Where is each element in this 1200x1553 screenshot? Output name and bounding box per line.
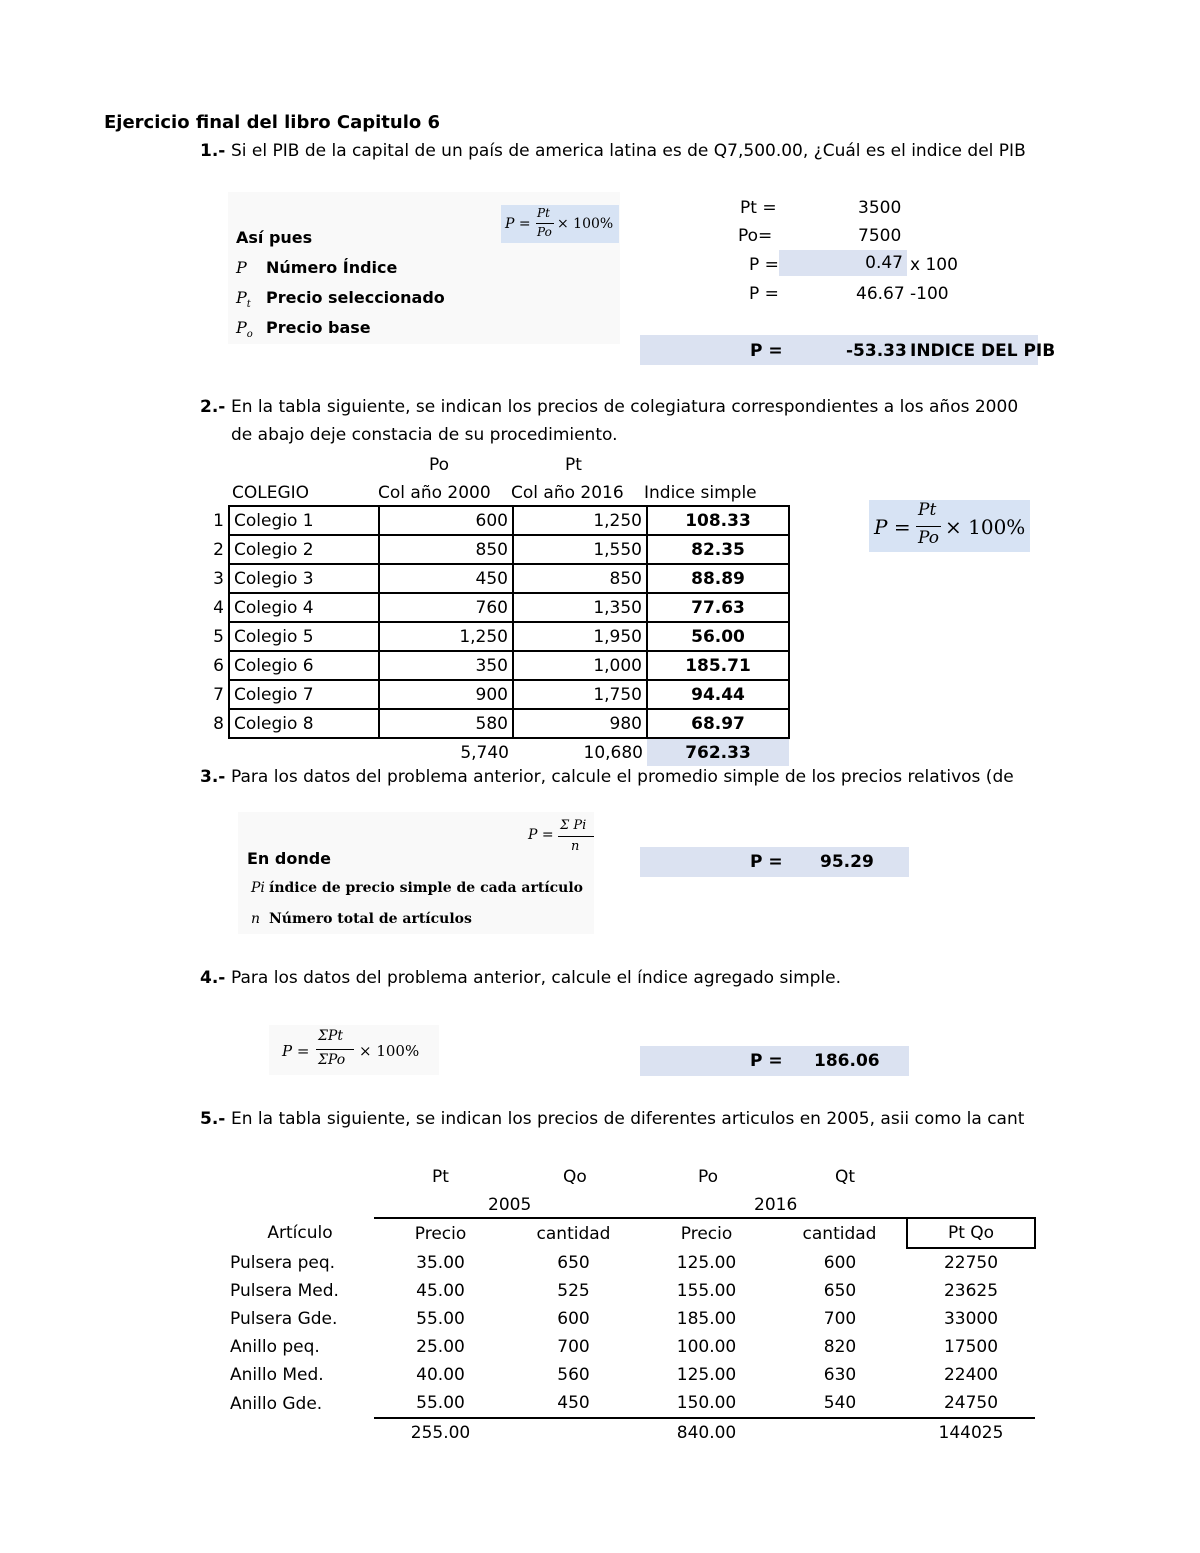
q5-table-row <box>226 1389 1035 1418</box>
q2-number: 2.- <box>200 397 226 417</box>
q5-qt-value: 650 <box>823 1281 857 1301</box>
q5-articulo-name: Pulsera peq. <box>230 1252 336 1273</box>
q2-po-value: 900 <box>379 680 513 709</box>
q2-colegio-name: Colegio 8 <box>229 709 379 738</box>
q3-formula-bar <box>558 836 594 837</box>
q2-pt-value: 1,550 <box>513 535 647 564</box>
q5-top-po: Po <box>698 1167 719 1187</box>
q5-ptqo-value: 24750 <box>943 1393 999 1413</box>
q2-top-po: Po <box>429 455 450 475</box>
q5-table-row <box>226 1361 1035 1389</box>
q2-po-value: 850 <box>379 535 513 564</box>
q5-year-2005: 2005 <box>488 1195 532 1215</box>
q2-total-po: 5,740 <box>379 738 513 766</box>
q4-number: 4.- <box>200 968 226 988</box>
q1-result-box <box>640 335 1056 365</box>
q2-total-pt: 10,680 <box>513 738 647 766</box>
q2-index-value: 82.35 <box>647 535 789 564</box>
q5-pt-value: 25.00 <box>416 1337 465 1357</box>
q3-text: Para los datos del problema anterior, calcule el promedio simple de los precios relativos (de <box>231 767 1014 787</box>
q5-articulo-name: Anillo peq. <box>230 1337 320 1357</box>
q2-table-row <box>206 535 789 564</box>
q2-formula: P = Pt Po × 100% <box>869 500 1030 552</box>
q3-legend-row: Pi índice de precio simple de cada artículo <box>251 880 584 896</box>
q2-index-value: 185.71 <box>647 651 789 680</box>
q5-header-precio-2016: Precio <box>640 1218 773 1248</box>
q5-qt-value: 540 <box>823 1393 857 1413</box>
q5-total-ptqo: 144025 <box>907 1418 1035 1447</box>
q1-pt-label: Pt = <box>740 198 777 218</box>
q2-index-value: 77.63 <box>647 593 789 622</box>
q5-ptqo-value: 23625 <box>943 1281 999 1301</box>
q5-po-value: 185.00 <box>676 1309 737 1329</box>
q2-index-value: 94.44 <box>647 680 789 709</box>
q1-result-text: INDICE DEL PIB <box>910 341 1056 361</box>
q4-result-label: P = <box>750 1051 783 1071</box>
q5-qt-value: 630 <box>823 1365 857 1385</box>
q5-header-precio-2005: Precio <box>374 1218 507 1248</box>
q2-table-row <box>206 709 789 738</box>
q5-ptqo-value: 22400 <box>943 1365 999 1385</box>
q2-table-row <box>206 593 789 622</box>
q2-pt-value: 1,950 <box>513 622 647 651</box>
q5-po-value: 125.00 <box>676 1252 737 1273</box>
q4-formula: P = ΣPt ΣPo × 100% <box>269 1025 439 1075</box>
q1-pt-value: 3500 <box>858 198 902 218</box>
q2-table-row <box>206 564 789 593</box>
q2-total-index: 762.33 <box>647 738 789 766</box>
q1-result-value: -53.33 <box>846 341 907 361</box>
q1-result-label: P = <box>750 341 783 361</box>
q2-header-index: Indice simple <box>644 483 757 503</box>
q1-p1-op: x 100 <box>910 255 958 275</box>
q2-po-value: 600 <box>379 506 513 535</box>
q1-p2-op: -100 <box>910 284 949 304</box>
q1-po-value: 7500 <box>858 226 902 246</box>
q5-ptqo-value: 33000 <box>943 1309 999 1329</box>
q2-po-value: 580 <box>379 709 513 738</box>
q5-table-row <box>226 1333 1035 1361</box>
q1-legend-row: $P_t$ Precio seleccionado <box>236 288 445 311</box>
q5-top-qt: Qt <box>835 1167 856 1187</box>
q1-formula: P = Pt Po × 100% <box>501 205 619 243</box>
q2-row-number: 5 <box>213 626 224 647</box>
q5-pt-value: 45.00 <box>416 1281 465 1301</box>
q5-top-qo: Qo <box>563 1167 587 1187</box>
q5-number: 5.- <box>200 1109 226 1129</box>
q2-row-number: 2 <box>213 539 224 560</box>
page-title: Ejercicio final del libro Capitulo 6 <box>104 112 441 133</box>
q1-number: 1.- <box>200 141 226 161</box>
q1-p2-label: P = <box>749 284 779 304</box>
q2-table-row <box>206 506 789 535</box>
q5-table-row <box>226 1248 1035 1277</box>
q2-table-row <box>206 622 789 651</box>
q5-ptqo-value: 17500 <box>943 1337 999 1357</box>
q5-ptqo-value: 22750 <box>943 1253 999 1273</box>
q3-result-value: 95.29 <box>820 852 874 872</box>
q2-colegio-name: Colegio 4 <box>229 593 379 622</box>
q5-po-value: 155.00 <box>676 1281 737 1301</box>
q5-qo-value: 650 <box>557 1252 590 1273</box>
q5-table-row <box>226 1277 1035 1305</box>
q2-pt-value: 980 <box>513 709 647 738</box>
q2-po-value: 450 <box>379 564 513 593</box>
q5-pt-value: 35.00 <box>416 1252 465 1273</box>
q2-pt-value: 1,350 <box>513 593 647 622</box>
q2-pt-value: 1,750 <box>513 680 647 709</box>
q5-total-pt: 255.00 <box>374 1418 507 1447</box>
q5-totals-row <box>226 1418 1035 1447</box>
q2-row-number: 6 <box>213 655 224 676</box>
q5-articulo-name: Pulsera Gde. <box>230 1309 338 1329</box>
q2-row-number: 7 <box>213 684 224 705</box>
q5-table-row <box>226 1305 1035 1333</box>
q2-pt-value: 1,000 <box>513 651 647 680</box>
q4-text: Para los datos del problema anterior, calcule el índice agregado simple. <box>231 968 842 988</box>
q1-p1-label: P = <box>749 255 779 275</box>
q3-number: 3.- <box>200 767 226 787</box>
q2-po-value: 760 <box>379 593 513 622</box>
q2-header-pt: Col año 2016 <box>511 483 624 503</box>
q2-table-row <box>206 680 789 709</box>
q2-colegio-name: Colegio 3 <box>229 564 379 593</box>
q2-top-pt: Pt <box>565 455 582 475</box>
q5-top-pt: Pt <box>432 1167 449 1187</box>
q2-colegio-name: Colegio 5 <box>229 622 379 651</box>
q2-pt-value: 850 <box>513 564 647 593</box>
q5-header-articulo: Artículo <box>267 1223 333 1243</box>
q2-index-value: 108.33 <box>647 506 789 535</box>
q3-formula-lhs: P = <box>528 827 554 843</box>
q4-result-value: 186.06 <box>814 1051 880 1071</box>
q2-table-row <box>206 651 789 680</box>
q2-totals-row <box>206 738 789 766</box>
q1-legend-row: $P_o$ Precio base <box>236 318 371 341</box>
q5-qo-value: 525 <box>557 1281 590 1301</box>
q2-row-number: 4 <box>213 597 224 618</box>
q2-row-number: 3 <box>213 568 224 589</box>
q5-year-2016: 2016 <box>754 1195 798 1215</box>
q5-header-row <box>226 1218 1035 1248</box>
q2-header-po: Col año 2000 <box>378 483 491 503</box>
q3-formula-den: n <box>571 839 580 854</box>
q5-header-cantidad-2005: cantidad <box>507 1218 640 1248</box>
q2-colegio-name: Colegio 2 <box>229 535 379 564</box>
q5-table <box>226 1217 1036 1447</box>
q2-po-value: 350 <box>379 651 513 680</box>
q5-po-value: 125.00 <box>676 1365 737 1385</box>
q5-articulo-name: Pulsera Med. <box>230 1281 339 1301</box>
q5-header-cantidad-2016: cantidad <box>773 1218 907 1248</box>
q2-colegio-name: Colegio 1 <box>229 506 379 535</box>
q1-text: Si el PIB de la capital de un país de america latina es de Q7,500.00, ¿Cuál es el indice del PIB <box>231 141 1026 161</box>
q5-total-po: 840.00 <box>640 1418 773 1447</box>
q5-text: En la tabla siguiente, se indican los precios de diferentes articulos en 2005, asii como la cant <box>231 1109 1025 1129</box>
q5-pt-value: 55.00 <box>416 1309 465 1329</box>
q3-legend-heading: En donde <box>247 849 332 868</box>
q2-colegio-name: Colegio 6 <box>229 651 379 680</box>
q5-qt-value: 600 <box>823 1252 857 1273</box>
q4-result-box <box>640 1046 909 1076</box>
q2-header-colegio: COLEGIO <box>232 483 310 503</box>
q2-index-value: 56.00 <box>647 622 789 651</box>
q2-table <box>206 505 790 766</box>
q3-formula-num: Σ Pi <box>560 818 587 833</box>
q5-qo-value: 450 <box>557 1393 590 1413</box>
q3-legend-row: n Número total de artículos <box>251 911 472 927</box>
q5-po-value: 100.00 <box>676 1337 737 1357</box>
q1-legend-heading: Así pues <box>236 228 313 247</box>
q2-row-number: 8 <box>213 713 224 734</box>
q3-legend-image <box>238 812 594 934</box>
q3-result-label: P = <box>750 852 783 872</box>
q5-po-value: 150.00 <box>676 1393 737 1413</box>
q5-pt-value: 40.00 <box>416 1365 465 1385</box>
q3-result-box <box>640 847 909 877</box>
q2-colegio-name: Colegio 7 <box>229 680 379 709</box>
q2-index-value: 88.89 <box>647 564 789 593</box>
q5-header-ptqo: Pt Qo <box>907 1218 1035 1248</box>
q5-qo-value: 600 <box>557 1309 590 1329</box>
q2-po-value: 1,250 <box>379 622 513 651</box>
q1-p1-value: 0.47 <box>779 250 907 276</box>
q2-pt-value: 1,250 <box>513 506 647 535</box>
q5-pt-value: 55.00 <box>416 1393 465 1413</box>
q2-index-value: 68.97 <box>647 709 789 738</box>
q5-qt-value: 700 <box>823 1309 857 1329</box>
q5-qt-value: 820 <box>823 1337 857 1357</box>
q5-qo-value: 560 <box>557 1365 590 1385</box>
q1-po-label: Po= <box>738 226 773 246</box>
q1-legend-row: P Número Índice <box>236 258 398 277</box>
q2-text-line2: de abajo deje constacia de su procedimiento. <box>231 425 618 445</box>
q5-qo-value: 700 <box>557 1337 590 1357</box>
q5-articulo-name: Anillo Med. <box>230 1365 324 1385</box>
q2-text-line1: En la tabla siguiente, se indican los precios de colegiatura correspondientes a los años 2000 <box>231 397 1019 417</box>
q2-row-number: 1 <box>213 510 224 531</box>
q1-p2-value: 46.67 <box>856 284 905 304</box>
q5-articulo-name: Anillo Gde. <box>230 1393 323 1414</box>
